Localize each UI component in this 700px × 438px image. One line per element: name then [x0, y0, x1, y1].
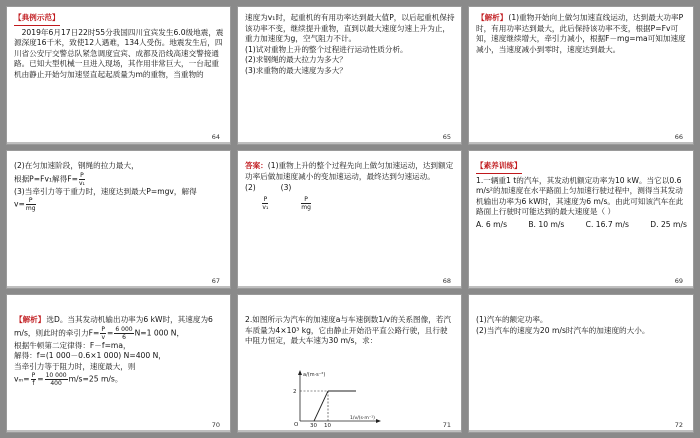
- slide-text: 2019年6月17日22时55分我国四川宜宾发生6.0级地震，震源深度16千米，致使12人遇难，134人受伤。地震发生后，四川省公安厅交警总队紧急调度宜宾、成都及沿线高速交警接通路。已知大型机械一旦进入现场，其作用非常巨大，一台起重机由静止开始匀加速竖直起起质量为m的重物，当重物的: [14, 27, 224, 79]
- item-label: (3): [280, 183, 292, 193]
- text-line: [245, 183, 455, 194]
- y-axis-arrow-icon: [298, 370, 302, 375]
- text-fragment: m/s=25 m/s。: [68, 374, 123, 384]
- text-line: [245, 161, 455, 182]
- slide-text: (1)重物开始向上做匀加速直线运动，达到最大功率P时，有用功率达到最大，此后保持该功率不变，根据P=Fv可知，速度继续增大，牵引力减小，根据F－mg=ma可知加速度减小，当速度减小到零时，速度达到最大。: [476, 13, 686, 54]
- fraction-denominator: v₁: [262, 203, 269, 211]
- fraction-numerator: 6 000: [115, 325, 133, 333]
- fraction: [31, 372, 37, 387]
- slide-footer-bar: [7, 142, 230, 144]
- text-line: (2)在匀加速阶段，钢绳的拉力最大，: [14, 161, 139, 170]
- slide-text: (1)重物上升的整个过程先向上做匀加速运动，达到额定功率后做加速度减小的变加速运动，最终达到匀速运动。: [245, 161, 454, 181]
- slide-65[interactable]: [237, 6, 462, 145]
- fraction: [100, 326, 106, 341]
- fraction-numerator: P: [101, 325, 106, 333]
- slide-footer-bar: [469, 142, 693, 144]
- fraction: [45, 372, 68, 387]
- slide-footer-bar: [469, 430, 693, 432]
- text-line: 当牵引力等于阻力时，速度最大，则: [14, 361, 136, 371]
- text-line: [14, 197, 224, 212]
- slide-67[interactable]: [6, 150, 231, 289]
- page-number: 69: [674, 277, 683, 285]
- options-row: [476, 220, 687, 231]
- slide-tag: 【典例示范】: [14, 13, 60, 26]
- text-line: 解得：f=(1 000－0.6×1 000) N=400 N，: [14, 351, 166, 361]
- x-tick-label: 10: [324, 423, 331, 427]
- option-c[interactable]: C. 16.7 m/s: [585, 219, 630, 229]
- slide-text: (1)汽车的额定功率。 (2)当汽车的速度为20 m/s时汽车的加速度的大小。: [476, 315, 650, 335]
- slide-text: 2.如图所示为汽车的加速度a与车速倒数1/v的关系图像，若汽车质量为4×10³ kg，它由静止开始沿平直公路行驶，且行驶中阻力恒定，最大车速为30 m/s，求：: [245, 315, 452, 346]
- fraction: [301, 196, 311, 211]
- fraction-denominator: 400: [50, 380, 62, 388]
- slide-tag: 【素养训练】: [476, 161, 522, 174]
- slide-footer-bar: [469, 286, 693, 288]
- fraction-numerator: P: [26, 197, 36, 205]
- fraction: [262, 196, 268, 211]
- page-number: 67: [211, 277, 220, 285]
- y-tick-label: 2: [293, 389, 297, 395]
- acceleration-graph: [286, 367, 386, 427]
- fraction-denominator: 6: [122, 333, 126, 341]
- page-number: 72: [674, 421, 683, 429]
- fraction-denominator: mg: [301, 203, 311, 211]
- origin-label: O: [294, 422, 299, 427]
- slide-72[interactable]: [468, 294, 694, 433]
- text-line: [14, 315, 224, 341]
- slide-text: 速度为v₁时，起重机的有用功率达到最大值P，以后起重机保持该功率不变，继续提升重物，直到以最大速度匀速上升为止，重力加速度为g，空气阻力不计。 (1)试对重物上升的整个过程进行运动性质分析。 (2)求钢绳的最大拉力为多大？ (3)求重物的最大速度为多大？: [245, 13, 455, 75]
- slide-footer-bar: [238, 286, 461, 288]
- page-number: 70: [211, 421, 220, 429]
- slide-footer-bar: [238, 430, 461, 432]
- slide-69[interactable]: [468, 150, 694, 289]
- fraction: [79, 172, 85, 187]
- option-d[interactable]: D. 25 m/s: [650, 219, 687, 229]
- page-number: 66: [674, 133, 683, 141]
- slide-footer-bar: [238, 142, 461, 144]
- fraction: [26, 197, 36, 212]
- text-fragment: vₘ=: [14, 374, 30, 384]
- fraction-numerator: 10 000: [45, 372, 67, 380]
- fraction-denominator: f: [32, 380, 35, 388]
- page-number: 68: [442, 277, 451, 285]
- fraction-denominator: v: [101, 333, 105, 341]
- slide-66[interactable]: [468, 6, 694, 145]
- fraction-denominator: mg: [25, 205, 36, 213]
- text-line: 根据牛顿第二定律得：F－f=ma，: [14, 340, 131, 350]
- slide-footer-bar: [7, 286, 230, 288]
- graph-line-slope: [314, 391, 328, 421]
- slide-71[interactable]: [237, 294, 462, 433]
- text-line: (3)当牵引力等于重力时，速度达到最大P=mgv，解得: [14, 186, 197, 196]
- page-number: 64: [211, 133, 220, 141]
- fraction-denominator: v₁: [78, 179, 85, 187]
- fraction-numerator: P: [31, 372, 36, 380]
- page-number: 71: [442, 421, 451, 429]
- slide-text: 选D。当其发动机输出功率为6 kW时，其速度为6 m/s，则此时的牵引力F=: [14, 315, 213, 338]
- text-fragment: N=1 000 N，: [134, 328, 185, 338]
- slide-64[interactable]: [6, 6, 231, 145]
- x-axis-arrow-icon: [376, 419, 381, 423]
- option-a[interactable]: A. 6 m/s: [476, 219, 508, 229]
- text-line: [14, 172, 224, 187]
- slide-68[interactable]: [237, 150, 462, 289]
- slide-tag: 【解析】: [15, 315, 46, 324]
- fraction-numerator: P: [80, 171, 84, 179]
- y-axis-label: a/(m·s⁻²): [303, 372, 326, 378]
- x-tick-label: 30: [310, 423, 317, 427]
- slide-tag: 【解析】: [477, 13, 508, 22]
- option-b[interactable]: B. 10 m/s: [528, 219, 565, 229]
- text-fragment: =: [107, 328, 114, 338]
- text-fragment: v=: [14, 199, 25, 209]
- item-label: (2): [245, 183, 256, 193]
- slide-footer-bar: [7, 430, 230, 432]
- x-axis-label: 1/v/(s·m⁻¹): [350, 416, 375, 421]
- text-line: [245, 196, 455, 211]
- text-fragment: 根据P=Fv₁解得F=: [14, 174, 78, 184]
- slide-70[interactable]: [6, 294, 231, 433]
- slide-text: 1.一辆重1 t的汽车，其发动机额定功率为10 kW。当它以0.6 m/s²的加速度在水平路面上匀加速行驶过程中，测得当其发动机输出功率为6 kW时，其速度为6 m/s。由此可知该汽车在此路面上行驶时可能达到的最大速度是（ ）: [476, 175, 684, 217]
- text-line: vₘ= $\frac{P}{f}$ = $\frac{10 000}{400}$ m/s=25 m/s。: [14, 372, 123, 388]
- fraction: [114, 326, 133, 341]
- fraction-numerator: P: [301, 196, 311, 204]
- fraction-numerator: P: [263, 195, 268, 203]
- answer-label: 答案：: [245, 161, 268, 170]
- page-number: 65: [442, 133, 451, 141]
